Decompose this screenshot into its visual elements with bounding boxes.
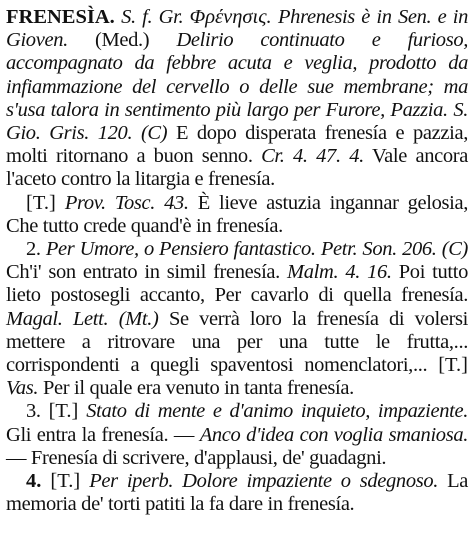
entry-sense-1 <box>6 6 468 192</box>
sense1-gloss: Phrenesis è in Sen. e in Gioven. <box>6 6 468 52</box>
sense3-t-marker: [T.] <box>48 400 79 423</box>
sense3-quote2: — Frenesía di scrivere, d'applausi, de' guadagni. <box>6 446 387 469</box>
sense2-definition: Per Umore, o Pensiero fantastico. <box>45 238 316 261</box>
sense3-definition2: Anco d'idea con voglia smaniosa. <box>199 423 468 446</box>
sense1-med-label: (Med.) <box>95 29 150 52</box>
sense2-source3: Magal. Lett. <box>6 307 109 330</box>
sense2-quote1: Ch'i' son entrato in simil frenesía. <box>6 261 280 284</box>
sense1-source1: S. Gio. Gris. 120. <box>6 98 468 145</box>
sense4-definition: Per iperb. Dolore impaziente o sdegnoso. <box>89 470 439 493</box>
t-note-quote: È lieve astuzia ingannar gelosia, Che tutto crede quand'è in frenesía. <box>6 191 468 237</box>
sense3-number: 3. <box>26 400 41 423</box>
t-note-marker: [T.] <box>26 191 56 214</box>
sense4-t-marker: [T.] <box>50 470 81 493</box>
sense2-quote4: Per il quale era venuto in tanta frenesía. <box>42 377 354 400</box>
sense2-mt-label: (Mt.) <box>118 307 159 330</box>
sense2-c-label: (C) <box>441 238 469 261</box>
sense4-quote: La memoria de' torti patiti la fa dare in frenesía. <box>6 470 468 516</box>
sense2-source4: Vas. <box>6 377 39 400</box>
sense2-t-marker: [T.] <box>438 354 469 377</box>
sense3-dash: — <box>173 423 195 446</box>
sense2-quote2: Poi tutto lieto postosegli accanto, Per cavarlo di quella frenesía. <box>6 261 468 307</box>
entry-sense-4 <box>6 470 468 516</box>
sense2-quote3: Se verrà loro la frenesía di volersi mettere a ritrovare una per una tutte le frutta,... corrispondenti a quegli spaventosi nomenclatori,... <box>6 307 469 377</box>
t-note-source: Prov. Tosc. 43. <box>64 191 189 214</box>
headword: FRENESÌA. <box>6 6 115 28</box>
sense2-source1: Petr. Son. 206. <box>320 238 437 261</box>
sense2-number: 2. <box>26 238 41 261</box>
sense1-definition: Delirio continuato e furioso, accompagnato da febbre acuta e veglia, prodotto da infiammazione del cervello o delle sue membrane; ma s'usa talora in sentimento più largo per Furore, Pazzia. <box>6 29 469 121</box>
entry-sense-3 <box>6 400 468 470</box>
greek-etymon: Φρένησις. <box>189 6 272 28</box>
sense3-quote1: Gli entra la frenesía. <box>6 423 169 446</box>
sense4-number: 4. <box>26 470 42 493</box>
sense3-definition: Stato di mente e d'animo inquieto, impaziente. <box>86 400 468 423</box>
sense1-quote2: Vale ancora l'aceto contro la litargia e frenesía. <box>6 145 469 191</box>
sense1-c-label: (C) <box>140 122 168 145</box>
grammar-label: S. f. Gr. <box>121 6 184 28</box>
sense1-quote1: E dopo disperata frenesía e pazzia, molti ritornano a buon senno. <box>6 122 468 168</box>
sense2-source2: Malm. 4. 16. <box>287 261 392 284</box>
sense1-source2: Cr. 4. 47. 4. <box>261 145 364 168</box>
entry-sense-2 <box>6 238 468 400</box>
entry-t-note <box>6 192 468 238</box>
